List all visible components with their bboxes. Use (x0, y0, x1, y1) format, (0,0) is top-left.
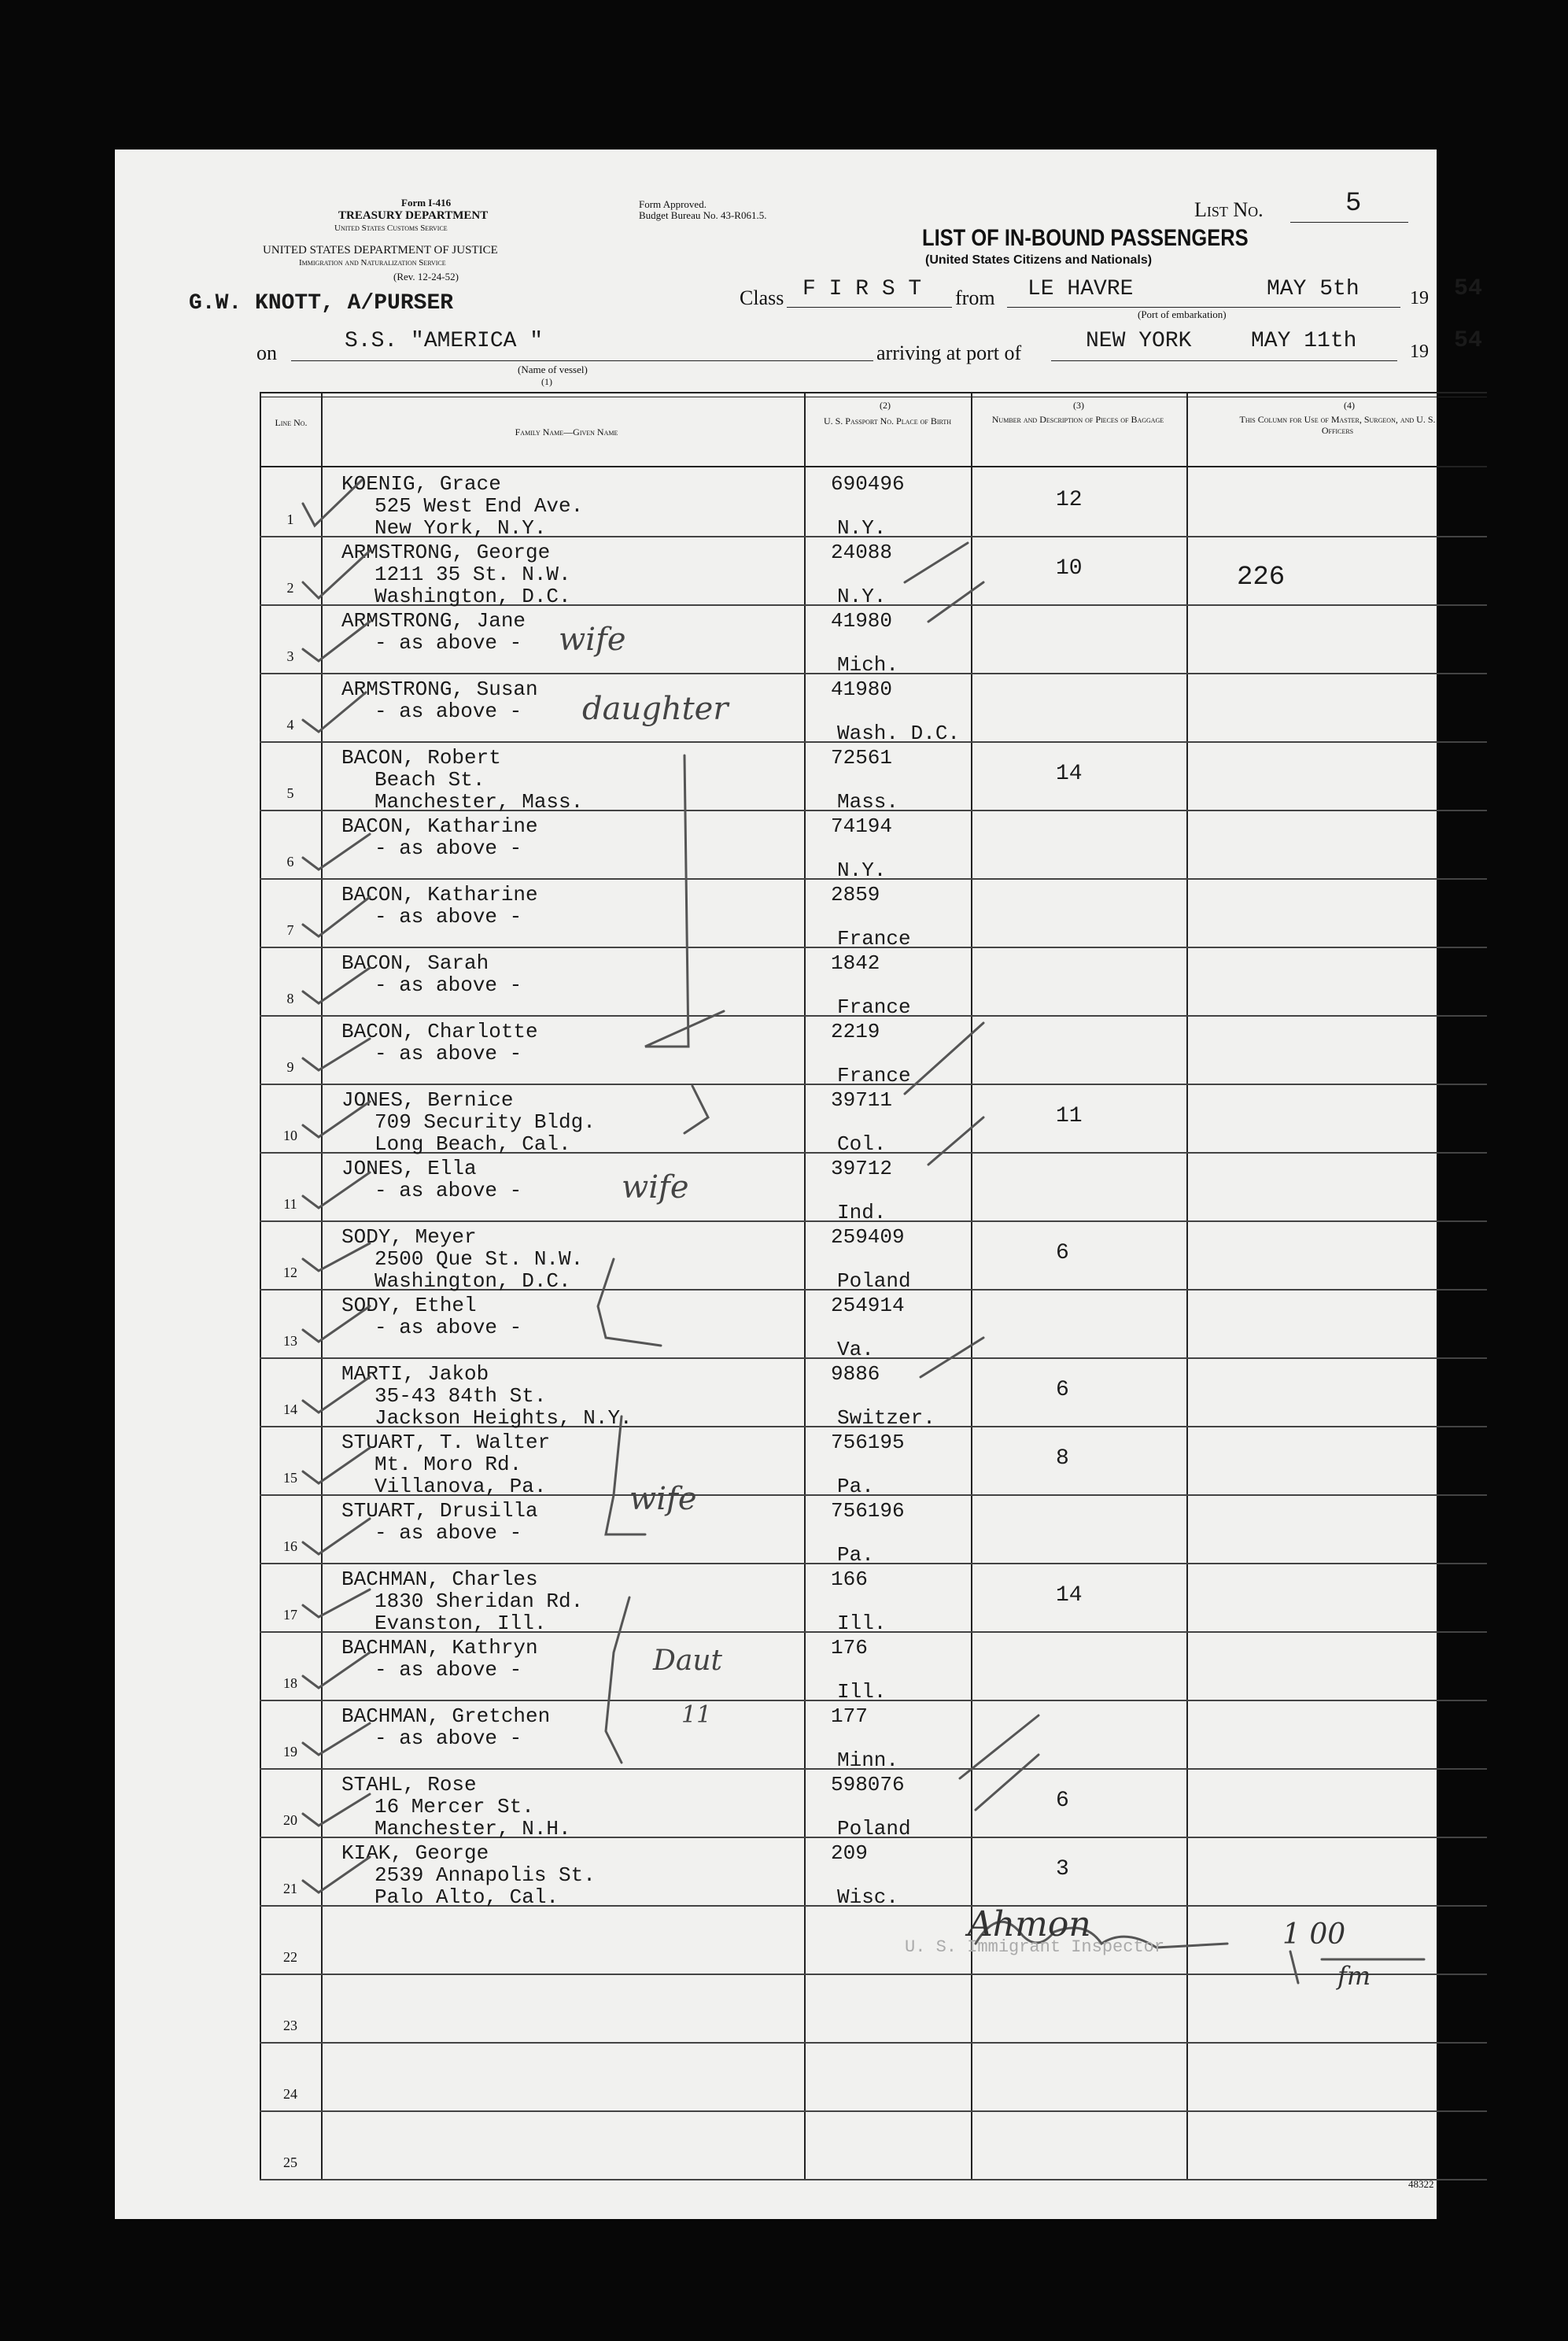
purser-name: G.W. KNOTT, A/PURSER (189, 291, 454, 316)
passenger-address-1: 709 Security Bldg. (374, 1110, 596, 1134)
passenger-address-1: - as above - (374, 700, 522, 723)
passenger-address-2: Manchester, Mass. (374, 790, 584, 814)
place-of-birth: Wash. D.C. (837, 722, 961, 745)
passenger-name: STUART, T. Walter (341, 1431, 551, 1454)
passenger-address-1: 35-43 84th St. (374, 1384, 547, 1408)
place-of-birth: Mass. (837, 790, 899, 814)
officer-note: 226 (1237, 563, 1286, 593)
passport-number: 598076 (831, 1773, 905, 1796)
place-of-birth: N.Y. (837, 585, 887, 608)
baggage-count: 8 (1056, 1446, 1069, 1471)
passenger-address-2: Jackson Heights, N.Y. (374, 1406, 633, 1430)
passenger-address-1: 2539 Annapolis St. (374, 1863, 596, 1887)
line-number: 3 (286, 648, 294, 664)
passport-number: 39712 (831, 1157, 893, 1180)
passenger-address-1: 16 Mercer St. (374, 1795, 534, 1819)
passenger-address-1: - as above - (374, 1179, 522, 1202)
baggage-count: 12 (1056, 488, 1083, 512)
passenger-address-1: - as above - (374, 1316, 522, 1339)
place-of-birth: Ind. (837, 1201, 887, 1224)
passenger-address-1: 525 West End Ave. (374, 494, 584, 518)
line-number: 19 (283, 1744, 297, 1759)
class-label: Class (740, 286, 784, 309)
passport-number: 2859 (831, 883, 880, 906)
place-of-birth: Mich. (837, 653, 899, 677)
place-of-birth: Ill. (837, 1612, 887, 1635)
fraction-bottom: fm (1337, 1961, 1371, 1991)
line-number: 17 (283, 1607, 297, 1623)
line-number: 23 (283, 2018, 297, 2033)
form-page (115, 150, 1437, 2219)
line-number: 8 (286, 991, 294, 1006)
place-of-birth: Wisc. (837, 1885, 899, 1909)
passenger-name: STUART, Drusilla (341, 1499, 538, 1523)
line-number: 1 (286, 511, 294, 527)
passport-number: 166 (831, 1567, 868, 1591)
col-header-officers: This Column for Use of Master, Surgeon, and U. S. Officers (1239, 414, 1436, 436)
line-number: 9 (286, 1059, 294, 1075)
place-of-birth: France (837, 995, 911, 1019)
passenger-name: BACHMAN, Charles (341, 1567, 538, 1591)
passenger-name: STAHL, Rose (341, 1773, 477, 1796)
passenger-name: BACON, Katharine (341, 814, 538, 838)
customs-service: United States Customs Service (334, 223, 448, 233)
passenger-address-1: - as above - (374, 973, 522, 997)
passenger-name: BACHMAN, Gretchen (341, 1704, 551, 1728)
line-number: 5 (286, 785, 294, 801)
passport-number: 177 (831, 1704, 868, 1728)
passenger-name: BACON, Charlotte (341, 1020, 538, 1043)
line-number: 10 (283, 1128, 297, 1143)
passenger-address-1: 2500 Que St. N.W. (374, 1247, 584, 1271)
class-value: F I R S T (802, 277, 922, 301)
handwritten-wife-3: wife (629, 1481, 697, 1517)
line-number: 25 (283, 2155, 297, 2170)
line-number: 7 (286, 922, 294, 938)
passenger-address-2: Villanova, Pa. (374, 1475, 547, 1498)
place-of-birth: Pa. (837, 1543, 874, 1567)
vessel-name: S.S. "AMERICA " (345, 329, 544, 353)
passenger-address-1: - as above - (374, 1042, 522, 1065)
passenger-address-1: - as above - (374, 836, 522, 860)
form-id: Form I-416 (401, 197, 452, 209)
row-divider (260, 1974, 1487, 1975)
passenger-name: BACON, Katharine (341, 883, 538, 906)
line-number: 20 (283, 1812, 297, 1828)
passenger-name: JONES, Ella (341, 1157, 477, 1180)
year-prefix-2: 19 (1410, 342, 1429, 362)
passenger-address-2: Palo Alto, Cal. (374, 1885, 559, 1909)
passenger-name: BACON, Sarah (341, 951, 489, 975)
row-divider (260, 2110, 1487, 2112)
table-header-bottom (260, 466, 1487, 467)
passenger-address-1: Mt. Moro Rd. (374, 1453, 522, 1476)
place-of-birth: Poland (837, 1269, 911, 1293)
line-number: 4 (286, 717, 294, 733)
passenger-address-2: Washington, D.C. (374, 585, 571, 608)
passenger-address-1: Beach St. (374, 768, 485, 792)
passport-number: 690496 (831, 472, 905, 496)
passenger-address-2: New York, N.Y. (374, 516, 547, 540)
row-divider (260, 2179, 1487, 2180)
table-top-border (260, 392, 1487, 393)
passenger-address-2: Manchester, N.H. (374, 1817, 571, 1841)
place-of-birth: Ill. (837, 1680, 887, 1704)
vessel-underline (291, 360, 873, 361)
col-header-line-no: Line No. (275, 417, 308, 428)
budget-bureau: Budget Bureau No. 43-R061.5. (639, 209, 767, 221)
passenger-address-1: 1830 Sheridan Rd. (374, 1590, 584, 1613)
baggage-count: 14 (1056, 762, 1083, 786)
passenger-name: BACON, Robert (341, 746, 501, 770)
passport-number: 756196 (831, 1499, 905, 1523)
treasury-dept: TREASURY DEPARTMENT (338, 209, 489, 222)
passenger-address-2: Washington, D.C. (374, 1269, 571, 1293)
year-1: 54 (1454, 275, 1483, 302)
line-number: 11 (283, 1196, 297, 1212)
col-divider-passport (804, 392, 806, 2180)
passenger-address-2: Evanston, Ill. (374, 1612, 547, 1635)
passenger-address-1: 1211 35 St. N.W. (374, 563, 571, 586)
place-of-birth: France (837, 927, 911, 951)
place-of-birth: Va. (837, 1338, 874, 1361)
line-number: 14 (283, 1401, 297, 1417)
on-label: on (256, 342, 277, 364)
passenger-name: KIAK, George (341, 1841, 489, 1865)
passport-number: 74194 (831, 814, 893, 838)
passenger-name: ARMSTRONG, George (341, 541, 551, 564)
passenger-name: ARMSTRONG, Jane (341, 609, 526, 633)
passport-number: 72561 (831, 746, 893, 770)
place-of-birth: N.Y. (837, 516, 887, 540)
passenger-name: BACHMAN, Kathryn (341, 1636, 538, 1660)
passport-number: 39711 (831, 1088, 893, 1112)
list-no-underline (1290, 222, 1408, 223)
line-number: 13 (283, 1333, 297, 1349)
line-number: 22 (283, 1949, 297, 1965)
arrival-port: NEW YORK (1086, 329, 1192, 353)
line-number: 24 (283, 2086, 297, 2102)
fraction-top: 1 00 (1282, 1918, 1346, 1951)
stamp-number: 48322 (1408, 2178, 1434, 2190)
row-divider (260, 2042, 1487, 2044)
port-embarkation-label: (Port of embarkation) (1138, 308, 1227, 320)
passport-number: 24088 (831, 541, 893, 564)
form-title: LIST OF IN-BOUND PASSENGERS (922, 225, 1249, 251)
handwritten-daut: Daut (653, 1645, 722, 1677)
place-of-birth: Col. (837, 1132, 887, 1156)
line-number: 21 (283, 1881, 297, 1896)
line-number: 15 (283, 1470, 297, 1486)
passport-number: 254914 (831, 1294, 905, 1317)
class-underline (787, 307, 952, 308)
vessel-label: (Name of vessel) (518, 364, 588, 375)
year-prefix-1: 19 (1410, 288, 1429, 308)
col-header-baggage: Number and Description of Pieces of Baggage (991, 414, 1164, 425)
baggage-count: 10 (1056, 556, 1083, 581)
handwritten-wife-2: wife (622, 1169, 689, 1206)
passport-number: 41980 (831, 678, 893, 701)
place-of-birth: N.Y. (837, 858, 887, 882)
list-no-value: 5 (1345, 189, 1362, 219)
col-header-name: Family Name—Given Name (515, 426, 618, 438)
passenger-name: SODY, Ethel (341, 1294, 477, 1317)
baggage-count: 3 (1056, 1857, 1069, 1881)
passport-number: 209 (831, 1841, 868, 1865)
passenger-name: KOENIG, Grace (341, 472, 501, 496)
from-value: LE HAVRE (1028, 277, 1134, 301)
arriving-label: arriving at port of (876, 342, 1022, 364)
baggage-count: 11 (1056, 1104, 1083, 1128)
handwritten-wife-1: wife (559, 622, 626, 658)
line-number: 12 (283, 1265, 297, 1280)
col-divider-name (321, 392, 323, 2180)
passport-number: 9886 (831, 1362, 880, 1386)
passport-number: 176 (831, 1636, 868, 1660)
vessel-col-number: (1) (541, 376, 552, 387)
passenger-address-2: Long Beach, Cal. (374, 1132, 571, 1156)
passenger-address-1: - as above - (374, 1726, 522, 1750)
col-header-passport: U. S. Passport No. Place of Birth (823, 415, 952, 426)
place-of-birth: Switzer. (837, 1406, 935, 1430)
form-subtitle: (United States Citizens and Nationals) (925, 253, 1153, 267)
place-of-birth: Minn. (837, 1748, 899, 1772)
handwritten-daughter: daughter (582, 691, 729, 727)
passenger-address-1: - as above - (374, 1521, 522, 1545)
col-divider-officers (1186, 392, 1188, 2180)
place-of-birth: Pa. (837, 1475, 874, 1498)
passenger-address-1: - as above - (374, 905, 522, 929)
year-2: 54 (1454, 327, 1483, 354)
passport-number: 756195 (831, 1431, 905, 1454)
baggage-count: 6 (1056, 1378, 1069, 1402)
place-of-birth: France (837, 1064, 911, 1087)
revision: (Rev. 12-24-52) (393, 271, 459, 282)
baggage-count: 14 (1056, 1583, 1083, 1608)
departure-date: MAY 5th (1267, 277, 1360, 301)
ins-service: Immigration and Naturalization Service (299, 258, 446, 268)
passenger-name: ARMSTRONG, Susan (341, 678, 538, 701)
justice-dept: UNITED STATES DEPARTMENT OF JUSTICE (263, 244, 498, 257)
line-number: 2 (286, 580, 294, 596)
col-header-officers-num: (4) (1344, 400, 1355, 411)
passenger-address-1: - as above - (374, 1658, 522, 1682)
line-number: 18 (283, 1675, 297, 1691)
passenger-name: MARTI, Jakob (341, 1362, 489, 1386)
passport-number: 259409 (831, 1225, 905, 1249)
passenger-name: SODY, Meyer (341, 1225, 477, 1249)
arrival-underline (1051, 360, 1397, 361)
form-approved: Form Approved. (639, 198, 707, 210)
passport-number: 1842 (831, 951, 880, 975)
from-label: from (955, 286, 995, 309)
list-no-label: List No. (1194, 198, 1264, 221)
table-left-border (260, 392, 261, 2180)
passenger-address-1: - as above - (374, 631, 522, 655)
line-number: 6 (286, 854, 294, 870)
baggage-count: 6 (1056, 1789, 1069, 1813)
passenger-name: JONES, Bernice (341, 1088, 514, 1112)
arrival-date: MAY 11th (1251, 329, 1357, 353)
place-of-birth: Poland (837, 1817, 911, 1841)
baggage-count: 6 (1056, 1241, 1069, 1265)
signature: Ahmon (968, 1904, 1091, 1944)
inspector-stamp: U. S. Immigrant Inspector (905, 1937, 1165, 1957)
col-header-baggage-num: (3) (1073, 400, 1084, 411)
col-header-passport-num: (2) (880, 400, 891, 411)
passport-number: 2219 (831, 1020, 880, 1043)
handwritten-ditto: 11 (681, 1701, 712, 1729)
from-underline (1007, 307, 1400, 308)
line-number: 16 (283, 1538, 297, 1554)
passport-number: 41980 (831, 609, 893, 633)
